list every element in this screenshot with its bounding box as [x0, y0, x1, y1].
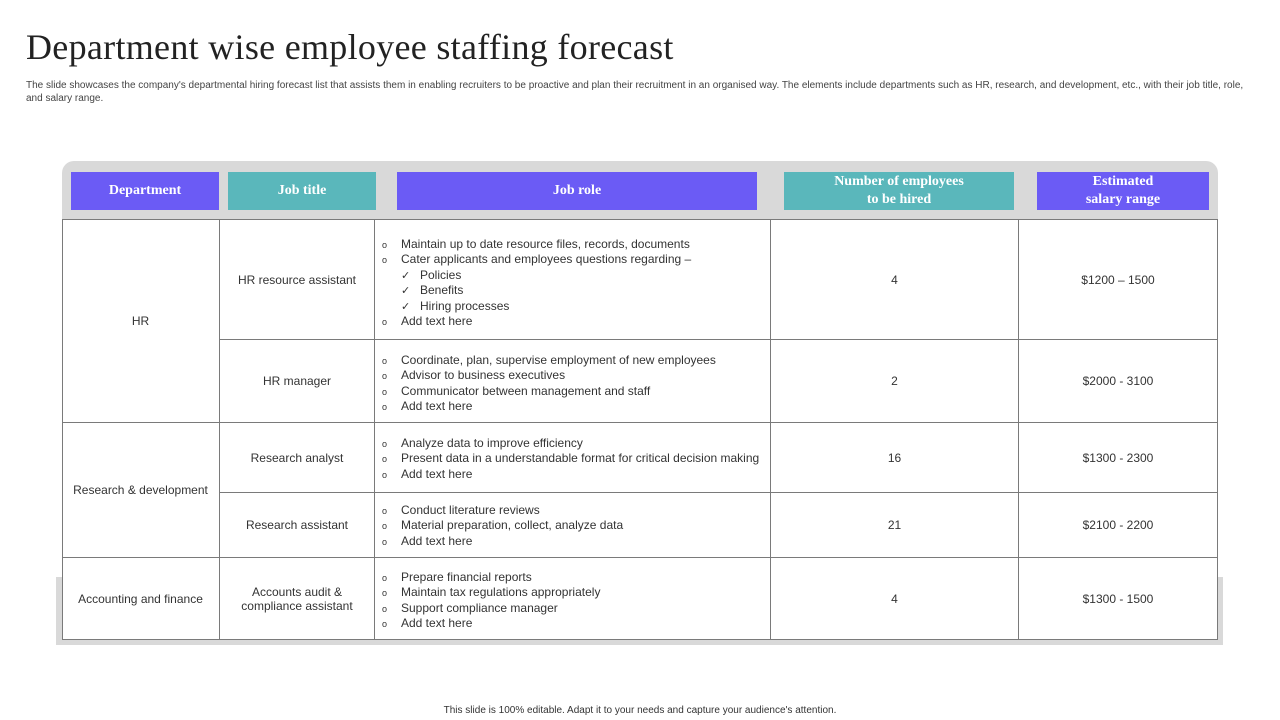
- department-cell-accounting: Accounting and finance: [78, 592, 203, 606]
- list-item-text: Present data in a understandable format for critical decision making: [401, 451, 760, 466]
- list-item: [382, 451, 759, 466]
- job-role-list: [382, 503, 623, 549]
- list-item: [382, 384, 716, 399]
- list-item: [382, 585, 600, 600]
- list-item-text: Add text here: [401, 616, 473, 631]
- salary-range-cell: $1300 - 2300: [1082, 450, 1154, 465]
- list-item: [382, 368, 716, 383]
- list-item: [382, 314, 691, 329]
- job-title-cell: HR manager: [262, 374, 332, 388]
- header-salary: [1037, 172, 1209, 210]
- list-item: [382, 237, 691, 252]
- list-item-text: Maintain tax regulations appropriately: [401, 585, 601, 600]
- list-item-text: Add text here: [401, 533, 473, 548]
- department-cell-hr: HR: [131, 314, 150, 328]
- list-item: [382, 534, 623, 549]
- job-title-cell: Research analyst: [250, 450, 344, 465]
- list-item-text: Add text here: [401, 399, 473, 414]
- list-item: [382, 616, 600, 631]
- header-job-role: Job role: [397, 172, 757, 210]
- bullet-icon: o: [382, 469, 388, 480]
- list-item-text: Material preparation, collect, analyze data: [401, 518, 624, 533]
- grid-line: [374, 219, 375, 640]
- bullet-icon: o: [382, 588, 388, 599]
- bullet-icon: o: [382, 317, 388, 328]
- employees-count-cell: 4: [891, 592, 898, 606]
- job-title-cell: HR resource assistant: [237, 272, 357, 287]
- bullet-icon: o: [382, 240, 388, 250]
- list-item-text: Support compliance manager: [401, 600, 558, 615]
- bullet-icon: o: [382, 573, 388, 583]
- list-item: [382, 503, 623, 518]
- list-item-text: Maintain up to date resource files, records, documents: [401, 237, 690, 251]
- job-role-list: [382, 237, 691, 329]
- list-item: [382, 518, 623, 533]
- header-salary-line2: salary range: [1085, 192, 1161, 207]
- list-item-text: Add text here: [401, 466, 473, 481]
- list-item-text: Conduct literature reviews: [401, 503, 540, 517]
- header-salary-line1: Estimated: [1092, 174, 1154, 189]
- list-item: [382, 601, 600, 616]
- bullet-icon: o: [382, 255, 388, 266]
- salary-range-cell: $2100 - 2200: [1082, 518, 1154, 532]
- list-subitem: [382, 283, 691, 298]
- page-title: Department wise employee staffing forecast: [26, 27, 674, 67]
- list-item: [382, 570, 600, 585]
- list-item: [382, 353, 716, 368]
- list-item-text: Prepare financial reports: [401, 570, 532, 584]
- list-item-text: Add text here: [401, 314, 473, 329]
- job-role-list: [382, 570, 600, 632]
- bullet-icon: o: [382, 521, 388, 532]
- header-department: Department: [71, 172, 219, 210]
- department-cell-research: Research & development: [73, 483, 208, 497]
- employees-count-cell: 21: [887, 518, 902, 532]
- bullet-icon: o: [382, 619, 388, 630]
- check-icon: ✓: [401, 269, 411, 282]
- check-icon: ✓: [401, 285, 411, 298]
- list-item-text: Coordinate, plan, supervise employment of new employees: [401, 353, 716, 367]
- header-employees: [784, 172, 1014, 210]
- list-item: [382, 436, 759, 451]
- bullet-icon: o: [382, 356, 388, 366]
- list-item-text: Advisor to business executives: [401, 368, 566, 383]
- salary-range-cell: $1200 – 1500: [1081, 272, 1155, 287]
- list-item-text: Hiring processes: [420, 298, 510, 313]
- list-item-text: Benefits: [420, 283, 464, 298]
- list-item-text: Cater applicants and employees questions regarding –: [401, 252, 692, 267]
- header-employees-line1: Number of employees: [834, 174, 964, 189]
- job-title-cell: [220, 558, 374, 640]
- job-title-line: compliance assistant: [241, 599, 353, 613]
- list-subitem: [382, 268, 691, 283]
- bullet-icon: o: [382, 506, 388, 516]
- footer-note: This slide is 100% editable. Adapt it to your needs and capture your audience's attention.: [443, 705, 837, 716]
- salary-range-cell: $2000 - 3100: [1082, 374, 1154, 388]
- bullet-icon: o: [382, 402, 388, 413]
- employees-count-cell: 4: [891, 272, 898, 287]
- job-role-list: [382, 436, 759, 482]
- bullet-icon: o: [382, 603, 388, 614]
- salary-range-cell: $1300 - 1500: [1082, 592, 1154, 606]
- job-title-cell: Research assistant: [245, 518, 349, 532]
- bullet-icon: o: [382, 371, 388, 382]
- bullet-icon: o: [382, 386, 388, 397]
- list-item: [382, 252, 691, 267]
- bullet-icon: o: [382, 439, 388, 449]
- header-employees-line2: to be hired: [866, 192, 932, 207]
- list-subitem: [382, 299, 691, 314]
- list-item-text: Policies: [420, 267, 462, 282]
- job-title-line: Accounts audit &: [251, 585, 343, 599]
- header-job-title: Job title: [228, 172, 376, 210]
- list-item: [382, 467, 759, 482]
- check-icon: ✓: [401, 300, 411, 313]
- employees-count-cell: 16: [887, 450, 902, 465]
- list-item-text: Analyze data to improve efficiency: [401, 436, 583, 450]
- list-item: [382, 399, 716, 414]
- employees-count-cell: 2: [891, 374, 898, 388]
- bullet-icon: o: [382, 536, 388, 547]
- bullet-icon: o: [382, 454, 388, 465]
- job-role-list: [382, 353, 716, 415]
- page-subtitle: The slide showcases the company's departmental hiring forecast list that assists them in enabling recruiters to be proactive and plan their recruitment in an organised way. The elements include departments such as HR, research, and development, etc., with their job title, role, and salary range.: [26, 80, 1244, 104]
- list-item-text: Communicator between management and staff: [401, 383, 651, 398]
